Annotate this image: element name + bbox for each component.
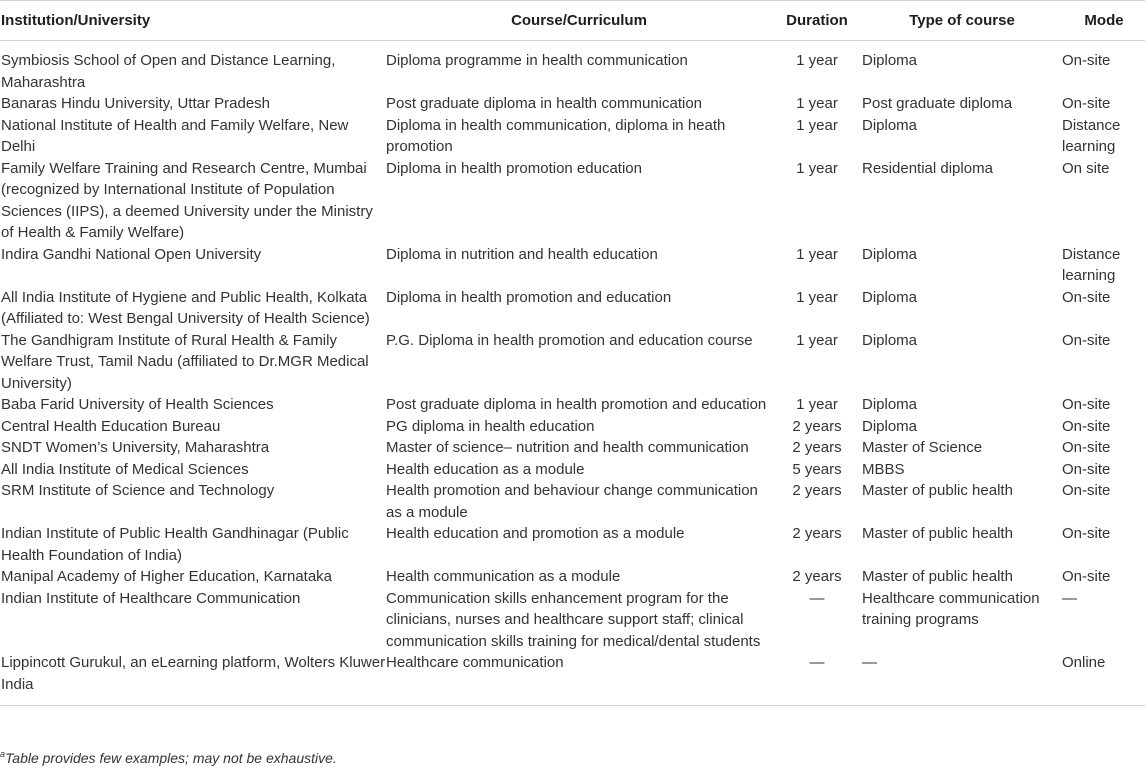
cell-mode: — <box>1062 589 1077 607</box>
cell-duration: 2 years <box>792 525 842 542</box>
cell-mode: On-site <box>1062 396 1111 413</box>
cell-type: Master of public health <box>862 482 1013 499</box>
cell-mode: On-site <box>1062 439 1111 456</box>
cell-type: Diploma <box>862 417 918 435</box>
cell-course: P.G. Diploma in health promotion and education course <box>386 331 753 349</box>
table-footnote <box>0 749 337 766</box>
table-row <box>0 93 1145 115</box>
cell-duration: — <box>809 589 825 607</box>
header-mode: Mode <box>1062 1 1145 41</box>
cell-duration: 2 years <box>792 568 842 585</box>
cell-duration: 2 years <box>792 417 842 435</box>
cell-institution: SNDT Women’s University, Maharashtra <box>1 439 270 456</box>
cell-institution: All India Institute of Hygiene and Public Health, Kolkata (Affiliated to: West Bengal University of Health Science) <box>1 288 370 327</box>
cell-course: Diploma in health promotion and education <box>386 288 672 306</box>
table-row <box>0 394 1145 416</box>
table-row <box>0 330 1145 395</box>
cell-duration: — <box>772 652 862 706</box>
cell-mode: On-site <box>1062 52 1111 69</box>
cell-duration: 1 year <box>796 116 838 134</box>
cell-duration: 1 year <box>796 331 838 349</box>
cell-course: Health education and promotion as a module <box>386 525 685 542</box>
cell-course: Health education as a module <box>386 460 585 478</box>
cell-institution: Banaras Hindu University, Uttar Pradesh <box>1 95 271 112</box>
cell-type: Diploma <box>862 116 918 134</box>
table-row <box>0 588 1145 653</box>
cell-duration: 1 year <box>796 245 838 263</box>
cell-duration: 1 year <box>796 52 838 69</box>
cell-mode: On-site <box>1062 568 1111 585</box>
cell-course: Diploma programme in health communication <box>386 52 688 69</box>
header-type: Type of course <box>862 1 1062 41</box>
cell-duration: 1 year <box>796 288 838 306</box>
table-row <box>0 437 1145 459</box>
table-row <box>0 459 1145 481</box>
cell-institution: Indian Institute of Healthcare Communication <box>1 589 301 607</box>
cell-type: Master of public health <box>862 568 1013 585</box>
cell-mode: On-site <box>1062 417 1111 435</box>
cell-course: Diploma in health communication, diploma in heath promotion <box>386 116 726 155</box>
footnote-marker: a <box>0 749 6 759</box>
cell-type: Diploma <box>862 52 918 69</box>
table-row <box>0 566 1145 588</box>
cell-institution: SRM Institute of Science and Technology <box>1 482 275 499</box>
cell-mode: On-site <box>1062 331 1111 349</box>
cell-course: Communication skills enhancement program for the clinicians, nurses and healthcare support staff; clinical communication skills training for medical/dental students <box>386 589 761 650</box>
table-row <box>0 416 1145 438</box>
cell-institution: Manipal Academy of Higher Education, Karnataka <box>1 568 333 585</box>
cell-institution: Central Health Education Bureau <box>1 417 221 435</box>
table-row <box>0 115 1145 158</box>
table-row <box>0 480 1145 523</box>
table-row <box>0 287 1145 330</box>
cell-institution: National Institute of Health and Family Welfare, New Delhi <box>1 116 349 155</box>
cell-mode: On-site <box>1062 95 1111 112</box>
cell-course: Post graduate diploma in health communication <box>386 95 703 112</box>
table-row <box>0 523 1145 566</box>
table-body <box>0 41 1145 706</box>
cell-mode: On-site <box>1062 288 1111 306</box>
cell-mode: On site <box>1062 159 1110 177</box>
table-row <box>0 652 1145 706</box>
cell-mode: Distance learning <box>1062 116 1121 155</box>
cell-institution: Lippincott Gurukul, an eLearning platform, Wolters Kluwer India <box>0 652 386 706</box>
cell-course: Health promotion and behaviour change communication as a module <box>386 482 758 521</box>
header-institution: Institution/University <box>0 1 386 41</box>
cell-type: MBBS <box>862 460 905 478</box>
cell-mode: On-site <box>1062 525 1111 542</box>
table-row <box>0 41 1145 94</box>
cell-course: Diploma in nutrition and health education <box>386 245 658 263</box>
cell-course: Post graduate diploma in health promotion and education <box>386 396 767 413</box>
cell-type: Master of Science <box>862 439 983 456</box>
cell-type: Post graduate diploma <box>862 95 1013 112</box>
table-row <box>0 244 1145 287</box>
cell-duration: 5 years <box>792 460 842 478</box>
cell-institution: Baba Farid University of Health Sciences <box>1 396 274 413</box>
cell-type: — <box>862 652 1062 706</box>
cell-mode: Online <box>1062 652 1145 706</box>
cell-mode: Distance learning <box>1062 245 1121 284</box>
cell-course: PG diploma in health education <box>386 417 595 435</box>
cell-duration: 1 year <box>796 396 838 413</box>
header-duration: Duration <box>772 1 862 41</box>
cell-institution: Indian Institute of Public Health Gandhinagar (Public Health Foundation of India) <box>1 525 349 564</box>
cell-type: Residential diploma <box>862 159 993 177</box>
cell-institution: Indira Gandhi National Open University <box>1 245 262 263</box>
cell-mode: On-site <box>1062 482 1111 499</box>
cell-institution: All India Institute of Medical Sciences <box>1 460 249 478</box>
cell-duration: 1 year <box>796 95 838 112</box>
cell-type: Healthcare communication training programs <box>862 589 1040 628</box>
cell-course: Health communication as a module <box>386 568 621 585</box>
table-header-row <box>0 1 1145 41</box>
cell-mode: On-site <box>1062 460 1111 478</box>
cell-institution: Symbiosis School of Open and Distance Learning, Maharashtra <box>1 52 336 91</box>
cell-type: Diploma <box>862 396 918 413</box>
cell-type: Master of public health <box>862 525 1013 542</box>
cell-duration: 2 years <box>792 482 842 499</box>
table-row <box>0 158 1145 244</box>
cell-course: Healthcare communication <box>386 652 772 706</box>
header-course: Course/Curriculum <box>386 1 772 41</box>
cell-institution: The Gandhigram Institute of Rural Health & Family Welfare Trust, Tamil Nadu (affiliated to Dr.MGR Medical University) <box>1 331 369 392</box>
cell-type: Diploma <box>862 331 918 349</box>
footnote-text: Table provides few examples; may not be exhaustive. <box>5 750 337 766</box>
cell-duration: 1 year <box>796 159 838 177</box>
cell-duration: 2 years <box>792 439 842 456</box>
cell-course: Master of science– nutrition and health communication <box>386 439 749 456</box>
cell-course: Diploma in health promotion education <box>386 159 642 177</box>
cell-type: Diploma <box>862 245 918 263</box>
cell-institution: Family Welfare Training and Research Centre, Mumbai (recognized by International Institute of Population Sciences (IIPS), a deemed University under the Ministry of Health & Family Welfare) <box>1 159 373 241</box>
cell-type: Diploma <box>862 288 918 306</box>
